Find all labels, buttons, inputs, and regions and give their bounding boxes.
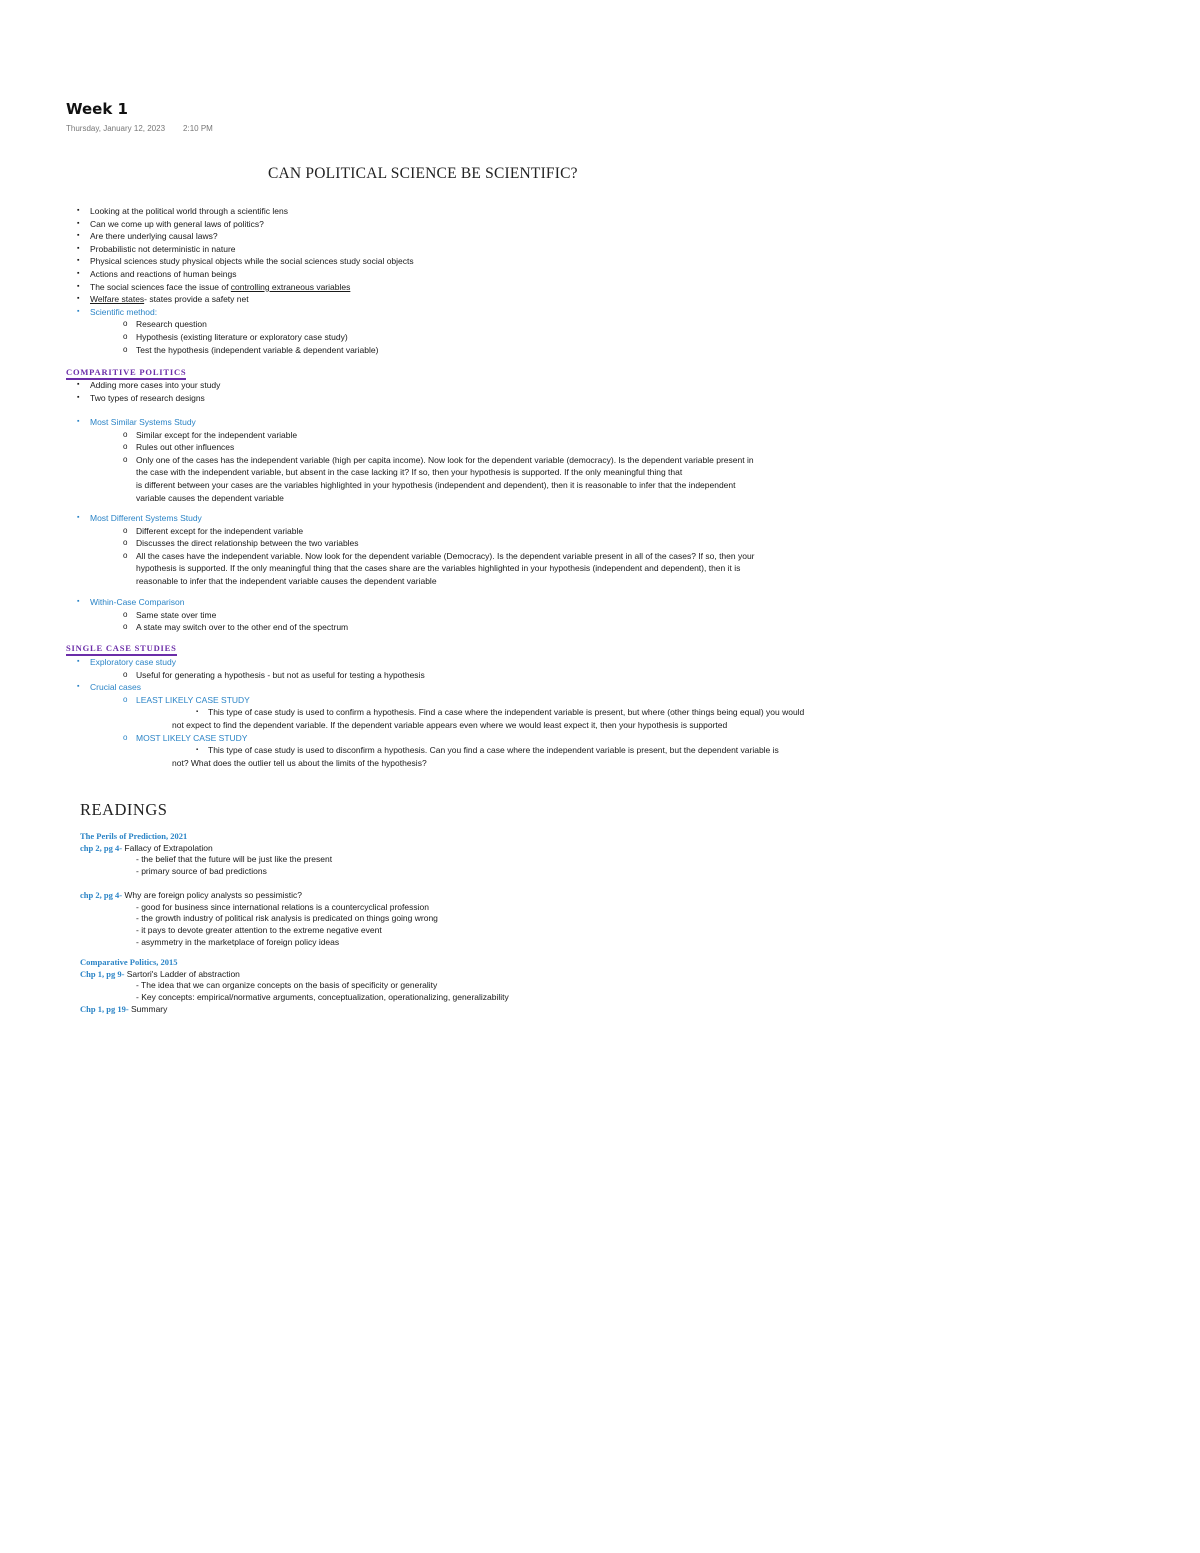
most-likely-label: MOST LIKELY CASE STUDY xyxy=(136,732,248,743)
list-item: ▪ Two types of research designs xyxy=(66,392,826,405)
intro-list xyxy=(66,205,826,356)
paragraph-line: o All the cases have the independent variable. Now look for the dependent variable (Democracy). Is the dependent variable present in all of the cases? If so, then your xyxy=(136,550,755,561)
paragraph-line: ▪ This type of case study is used to disconfirm a hypothesis. Can you find a case where the independent variable is present, but the dependent variable is xyxy=(208,745,779,756)
list-item xyxy=(136,744,826,769)
note-timestamp xyxy=(66,124,213,133)
list-item xyxy=(90,550,826,588)
within-case-list xyxy=(66,596,826,634)
list-item: o Different except for the independent variable xyxy=(90,525,826,538)
crucial-cases-label: Crucial cases xyxy=(90,682,142,693)
most-similar-sublist xyxy=(90,429,826,505)
list-item: o A state may switch over to the other end of the spectrum xyxy=(90,621,826,634)
scientific-method-item xyxy=(66,306,826,356)
most-similar-section xyxy=(66,416,826,504)
paragraph-line: variable causes the dependent variable xyxy=(136,492,284,503)
most-different-label: Most Different Systems Study xyxy=(90,513,202,523)
within-case-sublist xyxy=(90,609,826,634)
list-item: o Test the hypothesis (independent variable & dependent variable) xyxy=(90,344,826,357)
list-item: o Rules out other influences xyxy=(90,441,826,454)
entry-note: - good for business since international relations is a countercyclical profession xyxy=(136,901,429,912)
page-title: Week 1 xyxy=(66,100,128,118)
social-sciences-text: The social sciences face the issue of xyxy=(90,281,231,292)
most-similar-item xyxy=(66,416,826,504)
intro-section xyxy=(66,205,826,356)
exploratory-label: Exploratory case study xyxy=(90,657,176,667)
most-similar-list xyxy=(66,416,826,504)
list-item xyxy=(66,293,826,306)
within-case-item xyxy=(66,596,826,634)
list-item: ▪ Can we come up with general laws of politics? xyxy=(66,218,826,231)
most-likely-sublist xyxy=(136,744,826,769)
entry-heading: Summary xyxy=(128,1003,168,1014)
most-different-sublist xyxy=(90,525,826,588)
list-item: o Hypothesis (existing literature or exploratory case study) xyxy=(90,331,826,344)
list-item: ▪ Looking at the political world through a scientific lens xyxy=(66,205,826,218)
list-item xyxy=(90,454,826,504)
welfare-states-text: Welfare states xyxy=(90,294,145,305)
paragraph-line: ▪ This type of case study is used to confirm a hypothesis. Find a case where the independent variable is present, but where (other things being equal) you would xyxy=(208,707,805,718)
extraneous-variables-text: controlling extraneous variables xyxy=(230,281,351,292)
book-title: The Perils of Prediction, 2021 xyxy=(80,831,188,841)
reading-entry xyxy=(80,890,438,902)
reading-entry xyxy=(80,843,438,855)
paragraph-line: is different between your cases are the variables highlighted in your hypothesis (independent and dependent), then it is reasonable to infer that the independent xyxy=(136,479,736,490)
entry-note: - the belief that the future will be just like the present xyxy=(136,854,333,865)
list-item: ▪ Probabilistic not deterministic in nature xyxy=(66,243,826,256)
paragraph-line: reasonable to infer that the independent variable causes the dependent variable xyxy=(136,575,437,586)
list-item: ▪ Adding more cases into your study xyxy=(66,379,826,392)
entry-note: - it pays to devote greater attention to the extreme negative event xyxy=(136,924,382,935)
least-likely-item xyxy=(90,694,826,732)
reading-entry xyxy=(80,969,509,981)
list-item: o Same state over time xyxy=(90,609,826,622)
paragraph-line: the case with the independent variable, but absent in the case lacking it? If so, then your hypothesis is supported. If the only meaningful thing that xyxy=(136,467,683,478)
list-item xyxy=(66,281,826,294)
list-item: o Discusses the direct relationship between the two variables xyxy=(90,537,826,550)
readings-book-2 xyxy=(80,957,509,1016)
paragraph-line: hypothesis is supported. If the only meaningful thing that the cases share are the variables highlighted in your hypothesis (independent and dependent), then it is xyxy=(136,563,741,574)
entry-note: - primary source of bad predictions xyxy=(136,866,267,877)
chapter-ref: Chp 1, pg 9- xyxy=(80,968,125,979)
entry-note: - Key concepts: empirical/normative arguments, conceptualization, operationalizing, generalizability xyxy=(136,992,509,1003)
most-likely-item xyxy=(90,732,826,770)
note-time: 2:10 PM xyxy=(183,124,213,133)
paragraph-line: not expect to find the dependent variable. If the dependent variable appears even where we would least expect it, then your hypothesis is supported xyxy=(172,719,728,730)
paragraph-line: o Only one of the cases has the independent variable (high per capita income). Now look for the dependent variable (democracy). Is the dependent variable present in xyxy=(136,454,754,465)
book-title: Comparative Politics, 2015 xyxy=(80,957,178,967)
list-item: o Useful for generating a hypothesis - but not as useful for testing a hypothesis xyxy=(90,669,826,682)
within-case-section xyxy=(66,596,826,634)
entry-note: - asymmetry in the marketplace of foreign policy ideas xyxy=(136,936,340,947)
entry-heading: Why are foreign policy analysts so pessimistic? xyxy=(122,889,303,900)
least-likely-sublist xyxy=(136,706,826,731)
list-item xyxy=(136,706,826,731)
entry-heading: Fallacy of Extrapolation xyxy=(122,842,213,853)
readings-book-1 xyxy=(80,831,438,948)
chapter-ref: chp 2, pg 4- xyxy=(80,842,123,853)
list-item: ▪ Physical sciences study physical objects while the social sciences study social objects xyxy=(66,255,826,268)
least-likely-label: LEAST LIKELY CASE STUDY xyxy=(136,694,250,705)
single-case-section xyxy=(66,656,826,769)
chapter-ref: chp 2, pg 4- xyxy=(80,889,123,900)
entry-note: - the growth industry of political risk analysis is predicated on things going wrong xyxy=(136,913,438,924)
most-different-item xyxy=(66,512,826,588)
exploratory-item xyxy=(66,656,826,681)
crucial-cases-item xyxy=(66,681,826,769)
crucial-cases-sublist xyxy=(90,694,826,770)
list-item: ▪ Are there underlying causal laws? xyxy=(66,230,826,243)
comparative-list xyxy=(66,379,826,404)
most-different-section xyxy=(66,512,826,588)
readings-heading: READINGS xyxy=(80,800,168,819)
list-item: ▪ Actions and reactions of human beings xyxy=(66,268,826,281)
single-case-heading: SINGLE CASE STUDIES xyxy=(66,643,177,656)
entry-note: - The idea that we can organize concepts on the basis of specificity or generality xyxy=(136,980,438,991)
scientific-method-steps xyxy=(90,318,826,356)
welfare-states-desc: - states provide a safety net xyxy=(144,294,249,305)
comparative-section xyxy=(66,379,826,404)
comparative-politics-heading: COMPARITIVE POLITICS xyxy=(66,367,186,380)
chapter-ref: Chp 1, pg 19- xyxy=(80,1003,129,1014)
most-different-list xyxy=(66,512,826,588)
single-case-list xyxy=(66,656,826,769)
note-date: Thursday, January 12, 2023 xyxy=(66,124,166,133)
list-item: o Similar except for the independent variable xyxy=(90,429,826,442)
reading-entry xyxy=(80,1004,509,1016)
list-item: o Research question xyxy=(90,318,826,331)
within-case-label: Within-Case Comparison xyxy=(90,597,185,607)
paragraph-line: not? What does the outlier tell us about the limits of the hypothesis? xyxy=(172,757,427,768)
main-heading: CAN POLITICAL SCIENCE BE SCIENTIFIC? xyxy=(268,165,578,182)
entry-heading: Sartori's Ladder of abstraction xyxy=(124,968,240,979)
most-similar-label: Most Similar Systems Study xyxy=(90,417,196,427)
exploratory-sublist xyxy=(90,669,826,682)
scientific-method-label: Scientific method: xyxy=(90,306,158,317)
